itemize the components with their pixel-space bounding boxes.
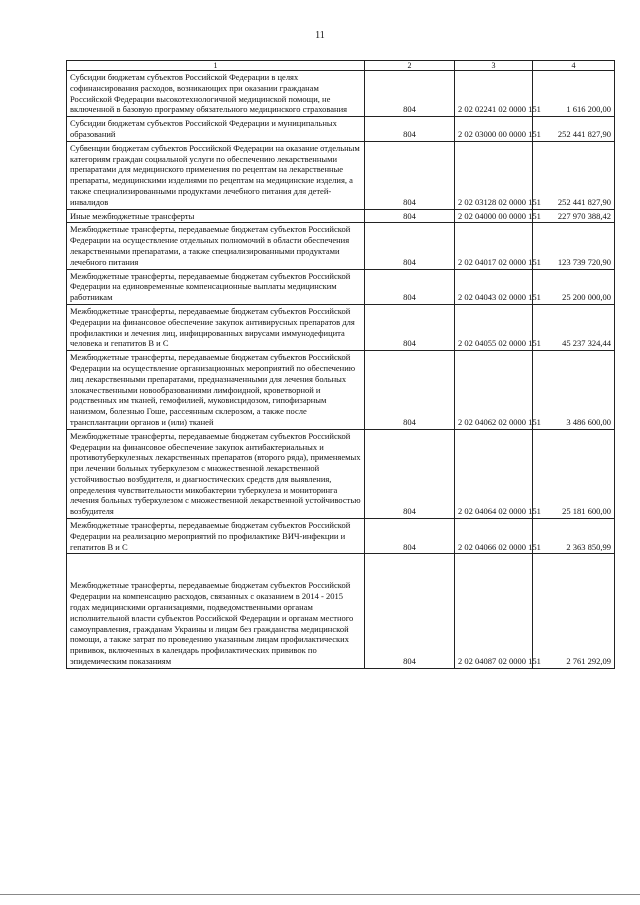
table-row <box>67 223 615 269</box>
row-description: Межбюджетные трансферты, передаваемые бюджетам субъектов Российской Федерации на компенсацию расходов, связанных с оказанием в 2014 - 2015 годах медицинскими организациями, подведомственными органам исполнительной власти субъектов Российской Федерации и органам местного самоуправления, гражданам Украины и лицам без гражданства медицинской помощи, а также затрат по проведению указанным лицам профилактических прививок, включенных в календарь профилактических прививок по эпидемическим показаниям <box>67 554 365 668</box>
table-header-row <box>67 61 615 71</box>
row-revenue-code: 2 02 02241 02 0000 151 <box>455 71 533 117</box>
table-row <box>67 519 615 554</box>
row-admin-code: 804 <box>365 351 455 430</box>
row-description: Субвенции бюджетам субъектов Российской Федерации на оказание отдельным категориям граждан социальной услуги по обеспечению лекарственными препаратами для медицинского применения по рецептам на лекарственные препараты, медицинскими изделиями по рецептам на медицинские изделия, а также специализированными продуктами лечебного питания для детей-инвалидов <box>67 141 365 209</box>
row-revenue-code: 2 02 04000 00 0000 151 <box>455 209 533 223</box>
row-description: Межбюджетные трансферты, передаваемые бюджетам субъектов Российской Федерации на финансовое обеспечение закупок антибактериальных и противотуберкулезных лекарственных препаратов (второго ряда), применяемых при лечении больных туберкулезом с множественной лекарственной устойчивостью возбудителя, и диагностических средств для выявления, определения чувствительности микобактерии туберкулеза и мониторинга лечения больных туберкулезом с множественной лекарственной устойчивостью возбудителя <box>67 429 365 518</box>
row-revenue-code: 2 02 03000 00 0000 151 <box>455 117 533 142</box>
row-description: Иные межбюджетные трансферты <box>67 209 365 223</box>
table-row <box>67 554 615 668</box>
row-admin-code: 804 <box>365 141 455 209</box>
row-amount: 252 441 827,90 <box>533 141 615 209</box>
row-revenue-code: 2 02 04043 02 0000 151 <box>455 269 533 304</box>
row-revenue-code: 2 02 04055 02 0000 151 <box>455 304 533 350</box>
row-amount: 25 181 600,00 <box>533 429 615 518</box>
row-amount: 3 486 600,00 <box>533 351 615 430</box>
column-header-2: 2 <box>365 61 455 71</box>
row-admin-code: 804 <box>365 223 455 269</box>
row-admin-code: 804 <box>365 519 455 554</box>
column-header-3: 3 <box>455 61 533 71</box>
row-amount: 227 970 388,42 <box>533 209 615 223</box>
row-revenue-code: 2 02 04064 02 0000 151 <box>455 429 533 518</box>
row-admin-code: 804 <box>365 304 455 350</box>
row-description: Межбюджетные трансферты, передаваемые бюджетам субъектов Российской Федерации на единовременные компенсационные выплаты медицинским работникам <box>67 269 365 304</box>
row-admin-code: 804 <box>365 429 455 518</box>
table-row <box>67 209 615 223</box>
page-number: 11 <box>315 30 325 41</box>
row-amount: 2 761 292,09 <box>533 554 615 668</box>
page-bottom-rule <box>0 894 640 895</box>
row-description: Субсидии бюджетам субъектов Российской Федерации в целях софинансирования расходов, возникающих при оказании гражданам Российской Федерации высокотехнологичной медицинской помощи, не включенной в базовую программу обязательного медицинского страхования <box>67 71 365 117</box>
row-admin-code: 804 <box>365 71 455 117</box>
row-description: Межбюджетные трансферты, передаваемые бюджетам субъектов Российской Федерации на осуществление организационных мероприятий по обеспечению лиц лекарственными препаратами, предназначенными для лечения больных злокачественными новообразованиями лимфоидной, кроветворной и родственных им тканей, гемофилией, муковисцидозом, гипофизарным нанизмом, болезнью Гоше, рассеянным склерозом, а также после трансплантации органов и (или) тканей <box>67 351 365 430</box>
row-revenue-code: 2 02 04062 02 0000 151 <box>455 351 533 430</box>
row-description: Межбюджетные трансферты, передаваемые бюджетам субъектов Российской Федерации на финансовое обеспечение закупок антивирусных препаратов для профилактики и лечения лиц, инфицированных вирусами иммунодефицита человека и гепатитов В и С <box>67 304 365 350</box>
row-description: Межбюджетные трансферты, передаваемые бюджетам субъектов Российской Федерации на осуществление отдельных полномочий в области обеспечения лекарственными препаратами, а также специализированными продуктами лечебного питания <box>67 223 365 269</box>
table-row <box>67 351 615 430</box>
table-row <box>67 429 615 518</box>
column-header-4: 4 <box>533 61 615 71</box>
row-revenue-code: 2 02 03128 02 0000 151 <box>455 141 533 209</box>
row-admin-code: 804 <box>365 117 455 142</box>
row-amount: 45 237 324,44 <box>533 304 615 350</box>
row-amount: 123 739 720,90 <box>533 223 615 269</box>
row-description: Субсидии бюджетам субъектов Российской Федерации и муниципальных образований <box>67 117 365 142</box>
column-header-1: 1 <box>67 61 365 71</box>
row-revenue-code: 2 02 04066 02 0000 151 <box>455 519 533 554</box>
table-row <box>67 269 615 304</box>
table-row <box>67 304 615 350</box>
row-revenue-code: 2 02 04087 02 0000 151 <box>455 554 533 668</box>
row-amount: 2 363 850,99 <box>533 519 615 554</box>
row-admin-code: 804 <box>365 554 455 668</box>
row-amount: 1 616 200,00 <box>533 71 615 117</box>
table-row <box>67 141 615 209</box>
table-row <box>67 71 615 117</box>
row-amount: 252 441 827,90 <box>533 117 615 142</box>
row-admin-code: 804 <box>365 209 455 223</box>
row-description: Межбюджетные трансферты, передаваемые бюджетам субъектов Российской Федерации на реализацию мероприятий по профилактике ВИЧ-инфекции и гепатитов В и С <box>67 519 365 554</box>
row-amount: 25 200 000,00 <box>533 269 615 304</box>
table-row <box>67 117 615 142</box>
row-revenue-code: 2 02 04017 02 0000 151 <box>455 223 533 269</box>
row-admin-code: 804 <box>365 269 455 304</box>
budget-table <box>66 60 615 669</box>
